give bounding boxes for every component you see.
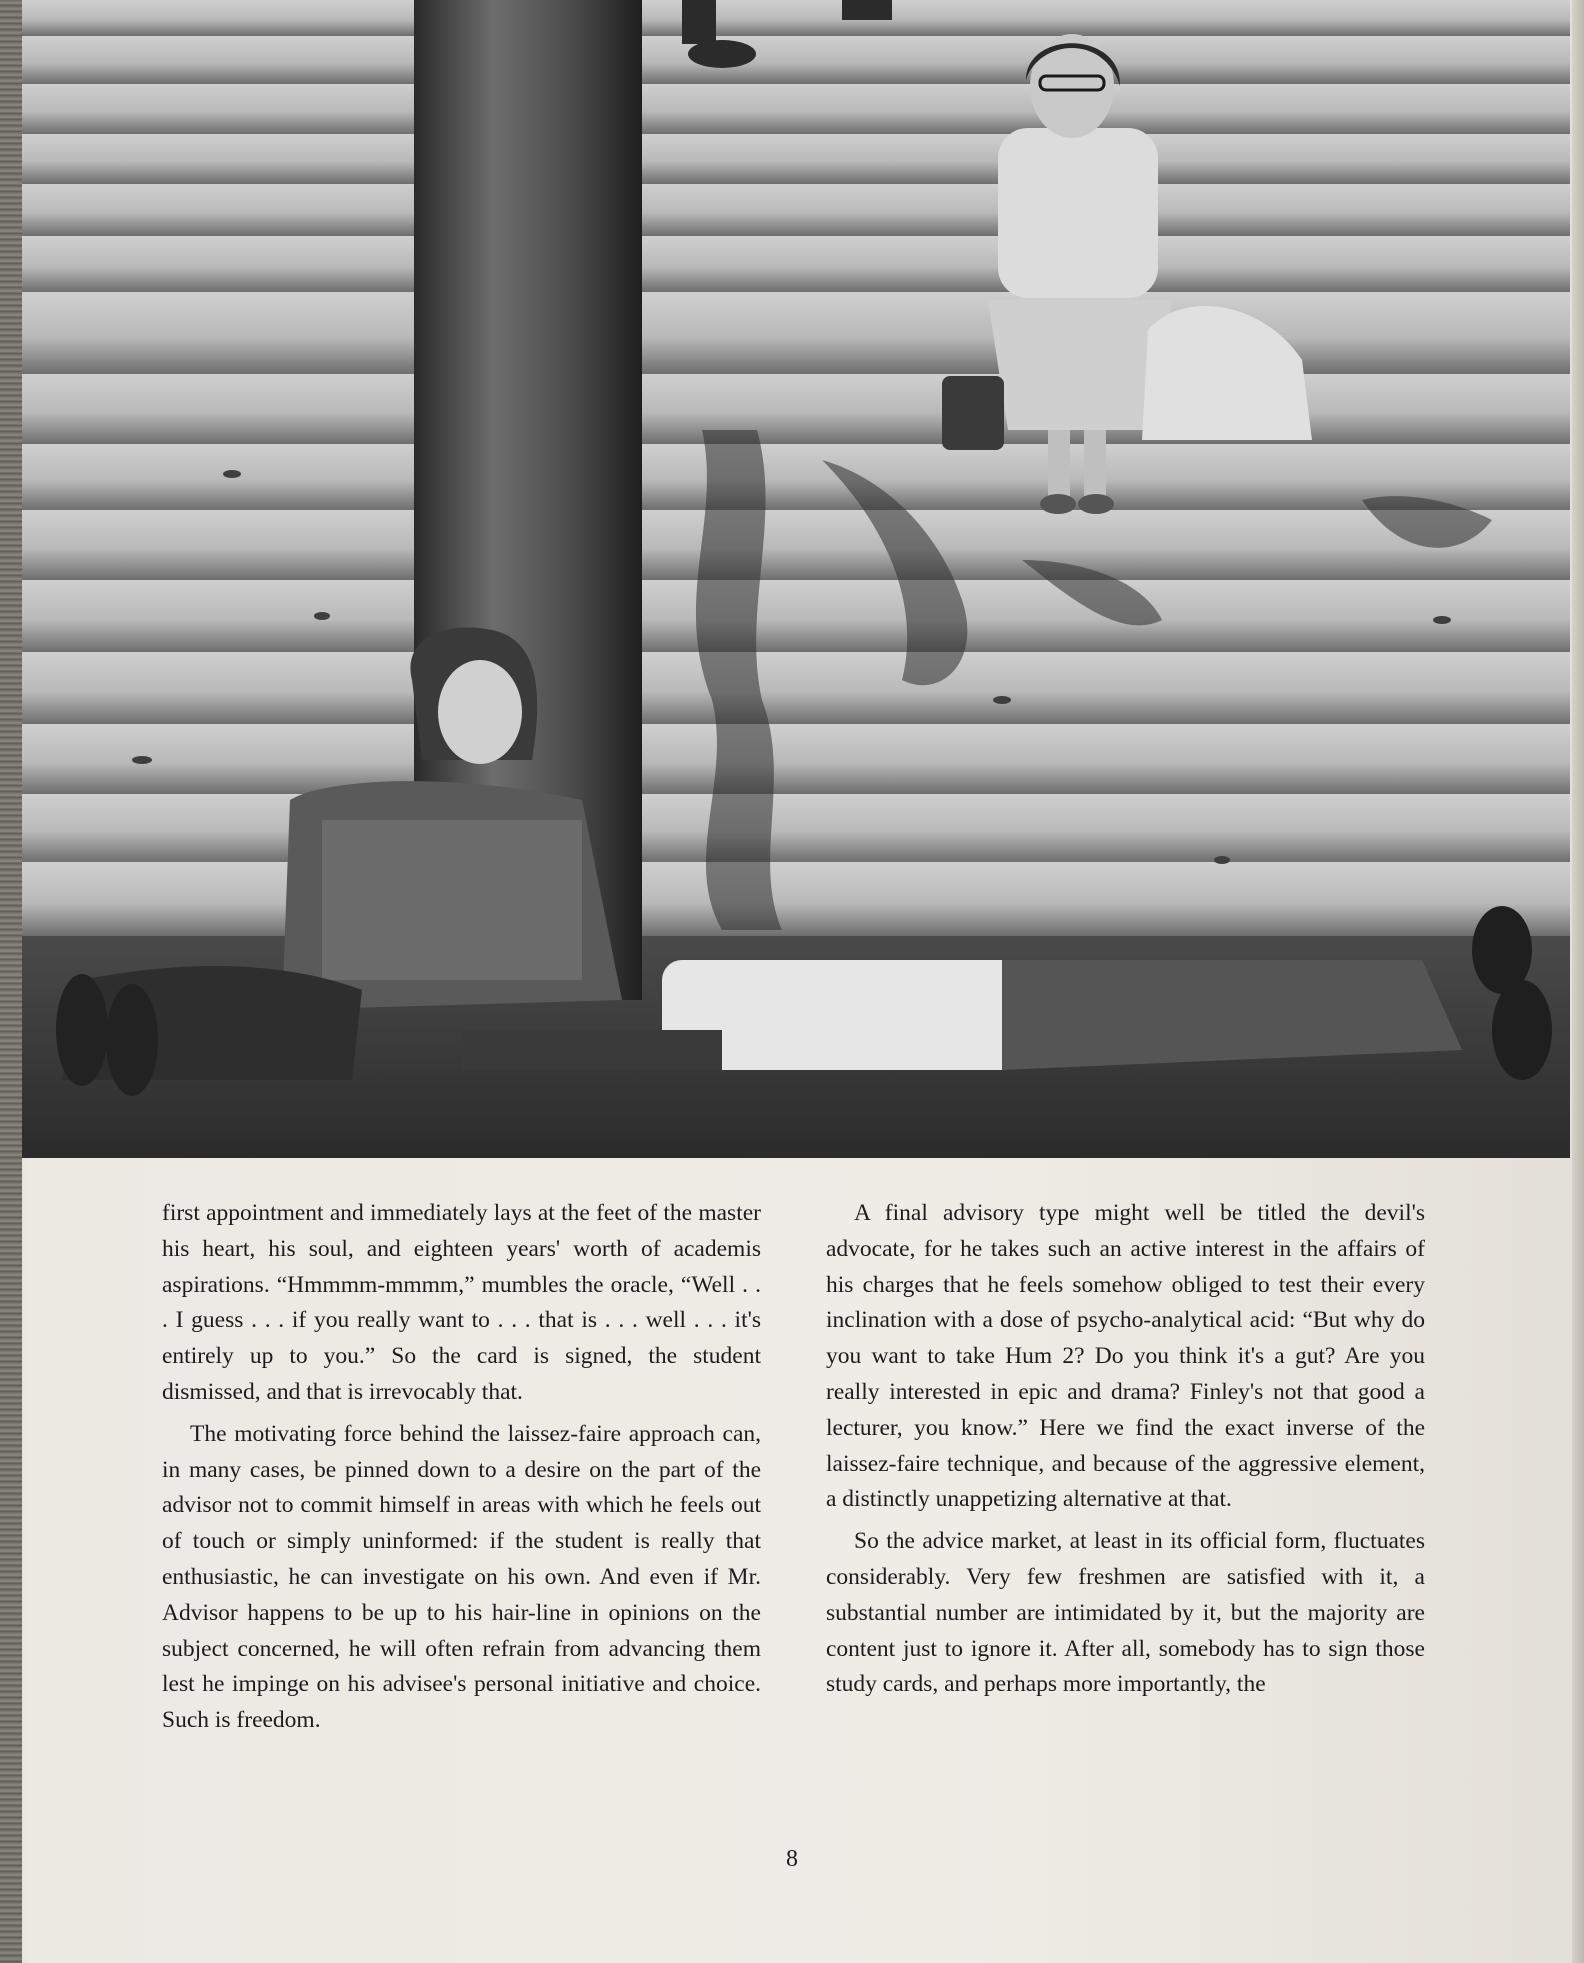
paragraph: So the advice market, at least in its official form, fluctuates considerably. Very few freshmen are satisfied with it, a substantial number are intimidated by it, but the majority are content just to ignore it. After all, somebody has to sign those study cards, and perhaps more importantly, the: [826, 1528, 1425, 1698]
paragraph: The motivating force behind the laissez-faire approach can, in many cases, be pinned down to a desire on the part of the advisor not to commit himself in areas with which he feels out of touch or simply uninformed: if the student is really that enthusiastic, he can investigate on his own. And even if Mr. Advisor happens to be up to his hair-line in opinions on the subject concerned, he will often refrain from advancing them lest he impinge on his advisee's personal initiative and choice. Such is freedom.: [162, 1420, 761, 1734]
page-number: 8: [786, 1846, 798, 1872]
paragraph: first appointment and immediately lays at the feet of the master his heart, his soul, and eighteen years' worth of academis aspirations. “Hmmmm-mmmm,” mumbles the oracle, “Well . . . I guess . . . if you really want to . . . that is . . . well . . . it's entirely up to you.” So the card is signed, the student dismissed, and that is irrevocably that.: [162, 1200, 761, 1405]
left-column: [162, 1196, 761, 1739]
stone-steps: [22, 0, 1570, 936]
paragraph: A final advisory type might well be titled the devil's advocate, for he takes such an active interest in the affairs of his charges that he feels somehow obliged to test their every inclination with a dose of psycho-analytical acid: “But why do you want to take Hum 2? Do you think it's a gut? Are you really interested in epic and drama? Finley's not that good a lecturer, you know.” Here we find the exact inverse of the laissez-faire technique, and because of the aggressive element, a distinctly unappetizing alternative at that.: [826, 1200, 1425, 1513]
article-text: [0, 1196, 1584, 1816]
right-column: [826, 1196, 1425, 1703]
photo-students-on-steps: [22, 0, 1570, 1158]
